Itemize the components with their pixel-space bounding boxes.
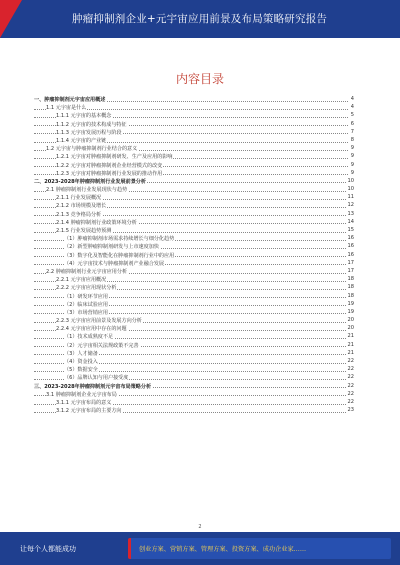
footer-slogan-box: [0, 532, 128, 565]
toc-entry[interactable]: [34, 219, 354, 227]
toc-entry-page: 16: [347, 251, 354, 258]
toc-entry-page: 21: [347, 341, 354, 348]
footer-tags: 创业方案、营销方案、管理方案、投资方案、成功企业家……: [139, 546, 307, 553]
toc-entry-page: 18: [347, 284, 354, 291]
toc-entry[interactable]: [34, 145, 354, 153]
toc-entry-page: 22: [347, 390, 354, 397]
toc-entry[interactable]: [34, 284, 354, 292]
toc-entry[interactable]: [34, 194, 354, 202]
toc-entry[interactable]: [34, 162, 354, 170]
toc-entry-label: 2.1 肿瘤抑制剂行业发展现状与趋势: [46, 187, 128, 194]
toc-entry[interactable]: [34, 325, 354, 333]
toc-entry-page: 20: [347, 317, 354, 324]
toc-entry-label: 2.2 肿瘤抑制剂行业元宇宙应用分析: [46, 268, 128, 275]
toc-entry-page: 4: [350, 104, 354, 111]
toc-entry[interactable]: [34, 178, 354, 186]
toc-entry-page: 8: [350, 136, 354, 143]
toc-entry[interactable]: [34, 186, 354, 194]
toc-entry-page: 9: [350, 153, 354, 160]
toc-entry-page: 18: [347, 292, 354, 299]
toc-entry[interactable]: [34, 243, 354, 251]
toc-entry-page: 19: [347, 300, 354, 307]
toc-entry-label: （2）新型肿瘤抑制剂研发与上市速度加快: [64, 244, 159, 251]
toc-entry-page: 22: [347, 366, 354, 373]
toc-entry-page: 6: [350, 120, 354, 127]
toc-entry[interactable]: [34, 342, 354, 350]
toc-entry[interactable]: [34, 260, 354, 268]
toc-entry[interactable]: [34, 350, 354, 358]
toc-entry-page: 11: [347, 194, 354, 201]
toc-entry-page: 17: [347, 259, 354, 266]
toc-entry-label: 1.1.4 元宇宙的产业链: [56, 137, 107, 144]
toc-entry-page: 13: [347, 210, 354, 217]
toc-entry[interactable]: [34, 227, 354, 235]
toc-entry[interactable]: [34, 317, 354, 325]
toc-entry[interactable]: [34, 121, 354, 129]
footer-tags-box: [128, 538, 391, 559]
toc-entry-label: （3）数字化及智能化在肿瘤抑制剂行业中的应用: [64, 252, 175, 259]
toc-entry[interactable]: [34, 235, 354, 243]
toc-entry-label: （6）品牌认知与用户接受度: [64, 375, 129, 382]
toc-entry-page: 5: [350, 112, 354, 119]
toc-entry-page: 7: [350, 128, 354, 135]
toc-entry[interactable]: [34, 407, 354, 415]
toc-entry-label: 1.1 元宇宙是什么: [46, 105, 87, 112]
header-accent: [0, 0, 22, 38]
toc-entry-label: 2.1.4 肿瘤抑制剂行业政策环境分析: [56, 219, 137, 226]
toc-entry-page: 21: [347, 333, 354, 340]
toc-entry[interactable]: [34, 153, 354, 161]
toc-entry[interactable]: [34, 211, 354, 219]
toc-entry[interactable]: [34, 301, 354, 309]
toc-entry[interactable]: [34, 129, 354, 137]
toc-entry[interactable]: [34, 391, 354, 399]
footer-bar: [0, 532, 400, 565]
toc-entry-page: 21: [347, 349, 354, 356]
toc-entry[interactable]: [34, 137, 354, 145]
toc-entry-page: 20: [347, 325, 354, 332]
toc-entry-label: （2）临床试验应用: [64, 301, 108, 308]
toc-entry-label: （5）数据安全: [64, 367, 98, 374]
toc-entry[interactable]: [34, 170, 354, 178]
header-bar: [0, 0, 400, 38]
toc-entry-label: 2.1.1 行业发展概况: [56, 195, 102, 202]
toc-entry-page: 16: [347, 235, 354, 242]
toc-entry-label: 2.2.4 元宇宙应用中存在的问题: [56, 326, 127, 333]
toc-entry[interactable]: [34, 358, 354, 366]
toc-entry-label: 1.2.3 元宇宙对肿瘤抑制剂行业发展的推动作用: [56, 170, 163, 177]
toc-entry-label: 3.1 肿瘤抑制剂企业元宇宙布局: [46, 391, 117, 398]
toc-entry[interactable]: [34, 96, 354, 104]
toc-entry-label: （3）人才储备: [64, 350, 98, 357]
toc-entry-page: 9: [350, 161, 354, 168]
toc-entry-label: 1.1.2 元宇宙的技术构成与特征: [56, 121, 127, 128]
toc-entry-label: （4）元宇宙技术与肿瘤抑制剂产业融合发展: [64, 260, 165, 267]
toc-entry-label: （4）资金投入: [64, 359, 98, 365]
toc-entry-page: 19: [347, 308, 354, 315]
toc-entry[interactable]: [34, 383, 354, 391]
toc-entry-label: 三、2023-2028年肿瘤抑制剂元宇宙布局策略分析: [34, 383, 152, 390]
toc-entry[interactable]: [34, 268, 354, 276]
toc-entry-label: 2.1.2 市场规模及增长: [56, 203, 107, 210]
toc-entry-label: 1.2.1 元宇宙对肿瘤抑制剂研发、生产及应用的影响: [56, 154, 173, 161]
table-of-contents: [34, 96, 354, 415]
toc-entry-label: 2.1.3 竞争格局分析: [56, 211, 102, 218]
toc-entry[interactable]: [34, 374, 354, 382]
toc-entry[interactable]: [34, 202, 354, 210]
page-number: 2: [198, 524, 202, 530]
toc-entry-page: 9: [350, 169, 354, 176]
toc-entry[interactable]: [34, 399, 354, 407]
toc-entry-page: 23: [347, 407, 354, 414]
toc-entry[interactable]: [34, 252, 354, 260]
toc-entry-label: 3.1.2 元宇宙布局的主要方向: [56, 408, 122, 415]
toc-entry[interactable]: [34, 276, 354, 284]
toc-entry-page: 10: [347, 186, 354, 193]
toc-entry-page: 10: [347, 177, 354, 184]
toc-entry-label: 1.2 元宇宙与肿瘤抑制剂行业结合的意义: [46, 146, 138, 153]
footer-slogan: 让每个人都能成功: [20, 545, 76, 553]
toc-entry-label: 一、肿瘤抑制剂元宇宙应用概述: [34, 97, 106, 103]
report-title: 肿瘤抑制剂企业+元宇宙应用前景及布局策略研究报告: [72, 13, 328, 25]
toc-entry-page: 15: [347, 227, 354, 233]
toc-entry-label: 3.1.1 元宇宙布局的意义: [56, 399, 112, 406]
toc-entry[interactable]: [34, 309, 354, 317]
toc-entry-label: 1.1.3 元宇宙发展历程与阶段: [56, 129, 122, 136]
toc-entry-label: 2.2.3 元宇宙应用前景及发展方向分析: [56, 318, 142, 325]
toc-entry-page: 12: [347, 202, 354, 209]
toc-entry-page: 22: [347, 398, 354, 405]
toc-entry-label: （3）市场营销应用: [64, 309, 108, 316]
toc-entry-label: 2.1.5 行业发展趋势预测: [56, 228, 112, 234]
toc-entry-label: 1.1.1 元宇宙的基本概念: [56, 113, 112, 120]
toc-entry-label: （1）研发环节应用: [64, 293, 108, 300]
toc-entry-page: 9: [350, 145, 354, 152]
toc-entry-label: 2.2.2 元宇宙应用现状分析: [56, 285, 117, 292]
toc-entry[interactable]: [34, 293, 354, 301]
toc-entry-page: 22: [347, 358, 354, 364]
toc-entry-label: （2）元宇宙相关法规政策不完善: [64, 342, 139, 349]
toc-entry-page: 22: [347, 374, 354, 381]
toc-entry-label: （1）技术成熟度不足: [64, 334, 114, 341]
toc-entry[interactable]: [34, 104, 354, 112]
toc-entry-page: 18: [347, 276, 354, 283]
toc-entry-page: 14: [347, 218, 354, 225]
toc-entry[interactable]: [34, 366, 354, 374]
toc-entry-label: 1.2.2 元宇宙对肿瘤抑制剂企业经营模式的改变: [56, 162, 163, 169]
toc-entry[interactable]: [34, 333, 354, 341]
toc-entry-label: 二、2023-2028年肿瘤抑制剂行业发展前景分析: [34, 178, 146, 185]
toc-entry-page: 22: [347, 382, 354, 389]
toc-entry-page: 17: [347, 267, 354, 274]
toc-entry-label: （1）肿瘤抑制剂市场需求持续增长与细分化趋势: [64, 236, 175, 243]
toc-entry[interactable]: [34, 112, 354, 120]
toc-entry-page: 16: [347, 243, 354, 250]
toc-heading: 内容目录: [175, 72, 224, 86]
toc-entry-label: 2.2.1 元宇宙应用概况: [56, 277, 107, 284]
toc-entry-page: 4: [350, 96, 354, 102]
